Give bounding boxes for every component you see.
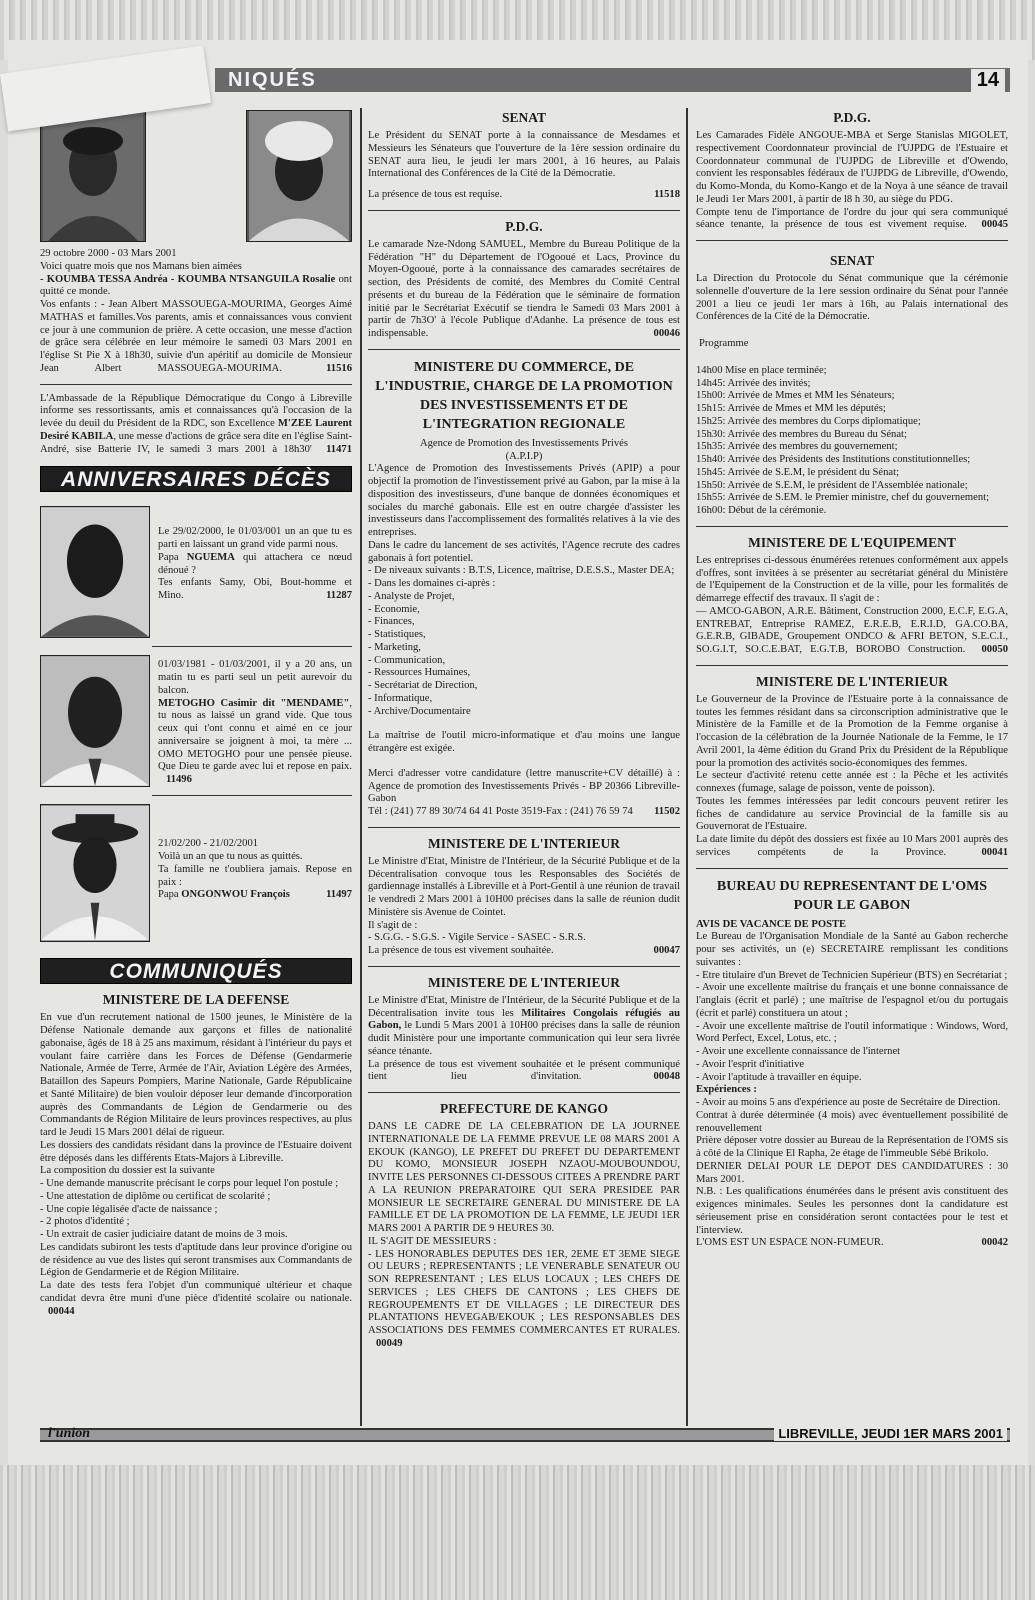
- text: Papa: [158, 551, 187, 563]
- portrait-photo: [40, 110, 146, 242]
- list-item: - Etre titulaire d'un Brevet de Technicien Supérieur (BTS) en Secrétariat ;: [696, 969, 1008, 981]
- obituary-text: ont quitté ce monde.: [40, 273, 353, 298]
- portrait-photo: [40, 506, 150, 638]
- list-item: - Archive/Documentaire: [368, 705, 471, 717]
- divider: [152, 646, 352, 647]
- notice-text: L'OMS EST UN ESPACE NON-FUMEUR.: [696, 1237, 884, 1249]
- ad-reference: 00041: [981, 846, 1008, 858]
- ref-row: [158, 889, 352, 902]
- communiques-banner: COMMUNIQUÉS: [40, 958, 352, 984]
- section-heading: MINISTERE DE L'INTERIEUR: [427, 835, 621, 851]
- subheading: (A.P.I.P): [505, 450, 543, 462]
- list-item: - Avoir une excellente maîtrise du français et une bonne connaissance de l'anglais (écrit et parlé) ; une maîtrise de l'espagnol et/ou du portugais (écrit et parlé) constituera un atout ;: [696, 982, 1008, 1019]
- deceased-names: - KOUMBA TESSA Andréa - KOUMBA NTSANGUILA Rosalie: [40, 273, 336, 285]
- list-item: - Avoir l'aptitude à travailler en équipe.: [696, 1071, 862, 1083]
- ad-reference: 00042: [981, 1237, 1008, 1249]
- ref-row: [368, 945, 680, 958]
- programme-item: 15h15: Arrivée de Mmes et MM les députés;: [696, 403, 886, 414]
- ref-row: [368, 806, 680, 819]
- obituary-names-line: [40, 274, 352, 300]
- notice-text: Voilà un an que tu nous as quittés.: [158, 851, 303, 862]
- anniversary-notice: [40, 804, 352, 942]
- deceased-name: ONGONWOU François: [181, 889, 290, 901]
- notice-text: Prière déposer votre dossier au Bureau de la Représentation de l'OMS sis à côté de la Clinique El Rapha, 2e étage de l'immeuble Sébé Brikolo.: [696, 1135, 1008, 1159]
- column-divider: [686, 108, 688, 1426]
- notice-text: - LES HONORABLES DEPUTES DES 1ER, 2EME ET 3EME SIEGE OU LEURS ; REPRESENTANTS ; LE VENERABLE SENATEUR OU SON REPRESENTANT ; LES ELUS LOCAUX ; LES CHEFS DE SERVICES ; LES CHEFS DE CANTONS ; LES CHEFS DE REGROUPEMENTS ET DE VILLAGES ; LE DIRECTEUR DES PLANTATIONS HEVEGAB/EKOUK ; LES RESPONSABLES DES ASSOCIATIONS DES FEMMES COMMERCANTES ET RURALES.: [368, 1248, 680, 1336]
- notice-text: Le secteur d'activité retenu cette année est : la Pêche et les activités connexes (fumage, salage de poisson, vente de poisson).: [696, 770, 1008, 794]
- list-item: - Un extrait de casier judiciaire datant de moins de 3 mois.: [40, 1229, 288, 1240]
- programme-item: 15h25: Arrivée des membres du Corps diplomatique;: [696, 415, 921, 427]
- list-item: - Marketing,: [368, 641, 421, 653]
- text: Le Ministre d'Etat, Ministre de l'Intérieur, de la Sécurité Publique et de la Décentralisation invite tous les: [368, 994, 680, 1019]
- programme-item: 15h45: Arrivée de S.E.M, le président du Sénat;: [696, 466, 900, 478]
- notice-text: Merci d'adresser votre candidature (lettre manuscrite+CV détaillé) à : Agence de promotion des Investissements Privés - BP 20366 Libreville-Gabon: [368, 767, 680, 805]
- list-item: - Communication,: [368, 654, 446, 666]
- section-heading: MINISTERE DU COMMERCE, DE L'INDUSTRIE, CHARGE DE LA PROMOTION DES INVESTISSEMENTS ET DE L'INTEGRATION REGIONALE: [375, 359, 673, 432]
- notice-paragraph: [158, 577, 352, 603]
- left-column: [40, 106, 352, 1318]
- section-heading: SENAT: [501, 110, 546, 125]
- list-item: - Statistiques,: [368, 629, 426, 640]
- list-item: - Une demande manuscrite précisant le corps pour lequel l'on postule ;: [40, 1178, 339, 1189]
- notice-text: Contrat à durée déterminée (4 mois) avec éventuellement possibilité de renouvellement: [696, 1109, 1008, 1134]
- notice-text: Le Bureau de l'Organisation Mondiale de la Santé au Gabon recherche pour ses activités, un (e) SECRETAIRE remplissant les conditions suivantes :: [696, 931, 1008, 968]
- anniversaires-banner: ANNIVERSAIRES DÉCÈS: [40, 466, 352, 492]
- portrait-photo: [40, 804, 150, 942]
- list-item: - Ressources Humaines,: [368, 667, 471, 679]
- divider: [152, 795, 352, 796]
- ad-reference: 00048: [653, 1071, 680, 1083]
- list-item: - Avoir l'esprit d'initiative: [696, 1058, 805, 1070]
- ad-reference: 00046: [653, 328, 680, 339]
- notice-paragraph: [368, 1249, 680, 1351]
- list-item: - Economie,: [368, 603, 420, 615]
- notice-text: [158, 698, 352, 787]
- text: qui attachera ce nœud dénoué ?: [158, 551, 352, 576]
- notice-text: Ta famille ne t'oubliera jamais. Repose en paix :: [158, 863, 352, 888]
- notice-paragraph: [40, 1280, 352, 1318]
- notice-text: La date limite du dépôt des dossiers est fixée au 10 Mars 2001 auprès des services compétents de la Province.: [696, 834, 1008, 858]
- portrait-photo: [246, 110, 352, 242]
- ad-reference: 11516: [326, 362, 352, 374]
- programme-item: 16h00: Début de la cérémonie.: [696, 505, 827, 516]
- section-heading: MINISTERE DE L'INTERIEUR: [427, 974, 621, 990]
- ad-reference: 00047: [653, 945, 680, 956]
- section-heading: MINISTERE DE LA DEFENSE: [102, 992, 290, 1008]
- programme-label: Programme: [699, 338, 749, 349]
- middle-column: [368, 106, 680, 1351]
- obituary-photos: [40, 110, 352, 248]
- deceased-name: METOGHO Casimir: [158, 697, 257, 709]
- ad-reference: 11518: [654, 189, 680, 200]
- divider: [40, 384, 352, 385]
- notice-text: [368, 995, 680, 1059]
- nickname: dit "MENDAME": [256, 697, 350, 709]
- anniversary-notice: [40, 655, 352, 787]
- page-number: 14: [971, 69, 1005, 92]
- notice-text: La présence de tous est vivement souhaitée et le présent communiqué tient lieu d'invitation.: [368, 1058, 680, 1083]
- divider: [368, 210, 680, 211]
- divider: [696, 240, 1008, 241]
- newspaper-logo: l'union: [48, 1426, 91, 1441]
- subheading: Expériences :: [696, 1084, 757, 1096]
- notice-text: Dans le cadre du lancement de ses activités, l'Agence recrute des cadres gabonais à fort potentiel.: [368, 539, 680, 564]
- deceased-name: NGUEMA: [186, 551, 235, 563]
- list-item: - Une attestation de diplôme ou certificat de scolarité ;: [40, 1190, 271, 1202]
- text: le Lundi 5 Mars 2001 à 10H00 précises dans la salle de réunion dudit Ministère pour une importante communication qui leur sera livrée séance ténante.: [368, 1020, 680, 1057]
- issue-date: LIBREVILLE, JEUDI 1ER MARS 2001: [774, 1426, 1007, 1441]
- notice-text: Le Président du SENAT porte à la connaissance de Mesdames et Messieurs les Sénateurs que l'ouverture de la 1ère session ordinaire du SENAT aura lieu, le jeudi ler mars 2001, à 16 heures, au Palais International des Conférences de la Cité de la Démocratie.: [368, 130, 680, 180]
- obituary-intro: Voici quatre mois que nos Mamans bien aimées: [40, 260, 242, 272]
- right-column: [696, 106, 1008, 1250]
- list-item: - Avoir une excellente connaissance de l'internet: [696, 1046, 901, 1057]
- notice-paragraph: [696, 207, 1008, 233]
- divider: [696, 526, 1008, 527]
- ad-reference: 00044: [48, 1305, 75, 1317]
- programme-item: 14h45: Arrivée des invités;: [696, 377, 811, 389]
- programme-item: 15h55: Arrivée de S.EM. le Premier ministre, chef du gouvernement;: [696, 492, 990, 504]
- list-item: - Dans les domaines ci-après :: [368, 578, 496, 589]
- notice-text: La composition du dossier est la suivante: [40, 1165, 215, 1177]
- list-item: - Une copie légalisée d'acte de naissance ;: [40, 1203, 218, 1215]
- notice-text: DERNIER DELAI POUR LE DEPOT DES CANDIDATURES : 30 Mars 2001.: [696, 1160, 1008, 1185]
- list-item: - Informatique,: [368, 692, 433, 704]
- notice-text: , une messe d'actions de grâce sera dite en l'église Saint-André, sise Batterie IV, le samedi 3 mars 2001 à 18h30': [40, 430, 352, 455]
- notice-text: DANS LE CADRE DE LA CELEBRATION DE LA JOURNEE INTERNATIONALE DE LA FEMME PREVUE LE 08 MARS 2001 A EKOUK (KANGO), LE PREFET DU PREFET DU DEPARTEMENT DU KOMO, MONSIEUR JOSEPH NZAOU-MOUBOUNDOU, INVITE LES PERSONNES CI-DESSOUS CITEES A PRENDRE PART A LA REUNION PREPARATOIRE QUI SERA PRESIDEE PAR MONSIEUR LE SECRETAIRE GENERAL DU MINISTERE DE LA FAMILLE ET DE LA PROMOTION DE LA FEMME, LE JEUDI 1ER MARS 2001 A PARTIR DE 9 HEURES 30.: [368, 1121, 680, 1234]
- notice-text: Le camarade Nze-Ndong SAMUEL, Membre du Bureau Politique de la Fédération "H" du Département de l'Ogooué et Lacs, Province du Moyen-Ogooué, porte à la connaissance des camarades secrétaires de section, des Présidents de comité, des Membres du Comité Central présents et du bureau de la Fédération que le séminaire de formation initié par le Secrétariat Exécutif se tiendra le Samedi 03 Mars 2001 à partir de 7h3O' à l'école Publique d'Adanhe. La présence de tous est indispensable.: [368, 238, 680, 339]
- notice-text: Les candidats subiront les tests d'aptitude dans leur province d'origine ou de résidence au vue des listes qui seront transmises aux Commandants de Légion de Gendarmerie et de Région Militaire.: [40, 1241, 352, 1279]
- notice-paragraph: [696, 606, 1008, 657]
- subheading: Agence de Promotion des Investissements Privés: [419, 437, 629, 449]
- notice-text: Les dossiers des candidats résidant dans la province de l'Estuaire doivent être déposés dans les différents Etats-Majors à Libreville.: [40, 1139, 352, 1164]
- notice-text: 01/03/1981 - 01/03/2001, il y a 20 ans, un matin tu es parti seul un petit aurevoir du balcon.: [158, 659, 352, 696]
- obituary-dates: 29 octobre 2000 - 03 Mars 2001: [40, 248, 177, 259]
- notice-text: Les Camarades Fidèle ANGOUE-MBA et Serge Stanislas MIGOLET, respectivement Coordonnateur provincial de l'UJPDG de l'Estuaire et Coordonnateur communal de l'UJPDG de Libreville et d'Owendo, convient les responsables fédéraux de l'UJPDG de Libreville, d'Owendo, du Komo-Monda, du Komo-Kango et de la Noya à une séance de travail le Jeudi 1er Mars 2001, à partir de l8 h 30, au siège du PDG.: [696, 130, 1008, 205]
- divider: [368, 1092, 680, 1093]
- scan-background-bottom: [0, 1465, 1035, 1600]
- list-item: - 2 photos d'identité ;: [40, 1216, 130, 1228]
- notice-text: Toutes les femmes intéressées par ledit concours peuvent retirer les fiches de candidature au service Provincial de la famille sis au Gouvernorat de l'Estuaire.: [696, 795, 1008, 833]
- notice-paragraph: [368, 1059, 680, 1085]
- notice-text: La présence de tous est vivement souhaitée.: [368, 945, 554, 956]
- ad-reference: 11471: [326, 443, 352, 455]
- notice-text: L'Agence de Promotion des Investissements Privés (APIP) a pour objectif la promotion de l'investissement privé au Gabon, par la mise à la disposition des investisseurs, d'une banque de données économiques et sociales du marché gabonais. Elle est en outre chargée d'assister les investisseurs dans l'accomplissement des formalités relatives à la vie des entreprises.: [368, 463, 680, 538]
- notice-text: La maîtrise de l'outil micro-informatique et d'au moins une langue étrangère est exigée.: [368, 730, 680, 754]
- ad-reference: 11497: [326, 889, 352, 901]
- notice-text: En vue d'un recrutement national de 1500 jeunes, le Ministère de la Défense Nationale demande aux garçons et filles de nationalité gabonaise, âgés de 18 à 25 ans maximum, résidant à l'intérieur du pays et voulant faire carrière dans les Forces de Défense (Gendarmerie Nationale, Armée de Terre, Armée de l'Air, Aviation Légère des Armées, Bataillon des Sapeurs Pompiers, Marine Nationale, Garde Républicaine et Santé Militaire) de bien vouloir déposer leur demande d'incorporation auprès des Commandants de Légion de Gendarmerie ou des Commandants de Région Militaire de leurs provinces respectives, au plus tard le Jeudi 15 Mars 2001 délai de rigueur.: [40, 1012, 352, 1138]
- notice-paragraph: [696, 834, 1008, 860]
- divider: [368, 349, 680, 350]
- notice-text: Le Ministre d'Etat, Ministre de l'Intérieur, de la Sécurité Publique et de la Décentralisation convoque tous les Responsables des Sociétés de gardiennage installés à Libreville et à Port-Gentil à une réunion de travail le vendredi 2 Mars 2001 à 10H00 précises dans la salle de réunion dudit Ministère sis Avenue de Cointet.: [368, 855, 680, 918]
- notice-text: - Avoir au moins 5 ans d'expérience au poste de Secrétaire de Direction.: [696, 1097, 1001, 1108]
- notice-text: Tes enfants Samy, Obi, Bout-homme et Mino.: [158, 577, 352, 601]
- notice-text: Les entreprises ci-dessous énumérées retenues conformément aux appels d'offres, sont invitées à se présenter au secrétariat général du Ministère de l'Equipement de la Construction et de la ville, pour les formalités de démarrege effectif des travaux. Il s'agit de :: [696, 554, 1008, 604]
- programme-item: 15h30: Arrivée des membres du Bureau du Sénat;: [696, 428, 907, 440]
- section-heading: MINISTERE DE L'INTERIEUR: [755, 673, 949, 689]
- programme-item: 15h00: Arrivée de Mmes et MM les Sénateurs;: [696, 390, 895, 402]
- text: Papa: [158, 889, 182, 901]
- text-bold: Militaires Congolais réfugiés au Gabon,: [368, 1007, 680, 1032]
- notice-text: L'Ambassade de la République Démocratique du Congo à Libreville informe ses ressortissants, amis et connaissances qu'à l'occasion de la levée du deuil du Président de la RDC, son Excellence: [40, 392, 352, 429]
- column-divider: [360, 108, 362, 1426]
- list-item: - De niveaux suivants : B.T.S, Licence, maîtrise, D.E.S.S., Master DEA;: [368, 565, 675, 577]
- section-header-band: [215, 68, 1010, 92]
- programme-item: 15h35: Arrivée des membres du gouvernement;: [696, 441, 898, 453]
- section-heading: P.D.G.: [833, 110, 871, 125]
- divider: [368, 966, 680, 967]
- list-item: - Avoir une excellente maîtrise de l'outil informatique : Windows, Word, Word Perfect, Excel, Lotus, etc. ;: [696, 1020, 1008, 1045]
- notice-name: M'ZEE Laurent Desiré KABILA: [40, 418, 352, 442]
- notice-text: [158, 552, 352, 578]
- notice-text: - S.G.G. - S.G.S. - Vigile Service - SASEC - S.R.S.: [368, 932, 586, 944]
- notice-text: Compte tenu de l'importance de l'ordre du jour qui sera communiqué séance tenante, la présence de tous est vivement requise.: [696, 206, 1008, 231]
- portrait-photo: [40, 655, 150, 787]
- list-item: - Secrétariat de Direction,: [368, 680, 478, 691]
- text: , tu nous as laissé un grand vide. Que tous ceux qui t'ont connu et aimé en ce jour anniversaire se joignent à moi, ta mère ... OMO METOGHO pour une pensée pieuse. Que Dieu te garde avec lui et repose en paix.: [158, 697, 352, 773]
- notice-text: Il s'agit de :: [368, 919, 418, 931]
- notice-text: 21/02/200 - 21/02/2001: [158, 838, 259, 850]
- rdc-notice: [40, 393, 352, 457]
- ad-reference: 00045: [981, 219, 1008, 231]
- notice-text: La présence de tous est requise.: [368, 189, 503, 200]
- section-heading: PREFECTURE DE KANGO: [439, 1101, 608, 1116]
- notice-text: Le Gouverneur de la Province de l'Estuaire porte à la connaissance de toutes les femmes résidant dans sa circonscription administrative que le Ministère de la Famille et de la Promotion de la Femme organise à l'occasion de la célébration de la Journée Nationale de la Femme, le 17 Avril 2001, la 4ème édition du Grand Prix du Président de la République pour la promotion des activités socio-économiques des femmes.: [696, 693, 1008, 769]
- ad-reference: 11287: [326, 590, 352, 601]
- section-heading: P.D.G.: [505, 218, 543, 234]
- subheading: AVIS DE VACANCE DE POSTE: [696, 918, 847, 930]
- notice-text: — AMCO-GABON, A.R.E. Bâtiment, Construction 2000, E.C.F, E.G.A, ENTREBAT, Entreprise RAMEZ, E.R.E.B, E.R.I.D, GA.CO.BA, G.E.R.B, GIBADE, Groupement ONDCO & AFRI BETON, S.E.C.I., SO.G.I.T, SO.C.E.BAT, E.G.T.B, BOROBO Construction.: [696, 605, 1008, 655]
- programme-item: 15h50: Arrivée de S.E.M, le président de l'Assemblée nationale;: [696, 479, 968, 491]
- notice-text: IL S'AGIT DE MESSIEURS :: [368, 1235, 497, 1247]
- ad-reference: 00050: [981, 644, 1008, 655]
- ad-reference: 11496: [166, 774, 192, 785]
- anniversary-notice: [40, 506, 352, 638]
- ref-row: [696, 1237, 1008, 1250]
- programme-item: 15h40: Arrivée des Présidents des Institutions constitutionnelles;: [696, 454, 971, 465]
- ad-reference: 11502: [654, 806, 680, 817]
- list-item: - Finances,: [368, 616, 415, 628]
- section-heading: MINISTERE DE L'EQUIPEMENT: [748, 534, 956, 550]
- ref-row: [368, 189, 680, 202]
- list-item: - Analyste de Projet,: [368, 590, 455, 602]
- contact-line: Tél : (241) 77 89 30/74 64 41 Poste 3519-Fax : (241) 76 59 74: [368, 806, 633, 817]
- section-heading: SENAT: [829, 253, 874, 268]
- notice-text: La date des tests fera l'objet d'un communiqué ultérieur et chaque candidat devra être muni d'une pièce d'identité scolaire ou nationale.: [40, 1280, 352, 1304]
- notice-text: Le 29/02/2000, le 01/03/001 un an que tu es parti en laissant un grand vide parmi nous.: [158, 526, 352, 550]
- divider: [696, 868, 1008, 869]
- ad-reference: 00049: [376, 1337, 403, 1349]
- programme-item: 14h00 Mise en place terminée;: [696, 364, 827, 376]
- notice-text: La Direction du Protocole du Sénat communique que la cérémonie solennelle d'ouverture de la 1ere session ordinaire du Sénat pour l'année 2001 a lieu ce jeudi 1er mars à 16h, au Palais international des Conférences de la Cité de la Démocratie.: [696, 273, 1008, 323]
- obituary-body: Vos enfants : - Jean Albert MASSOUEGA-MOURIMA, Georges Aimé MATHAS et familles.Vos parents, amis et connaissances vous convient ce jour à une communion de prière. A cette occasion, une messe d'action de grâce sera célébrée en leur mémoire le samedi 03 Mars 2001 en l'église St Pie X à 18h30, suivie d'un apéritif au domicile de Monsieur Jean Albert MASSOUEGA-MOURIMA.: [40, 299, 352, 374]
- notice-text: N.B. : Les qualifications énumérées dans le présent avis constituent des exigences minimales. Seules les personnes dont la candidature est sérieusement prise en considération seront contactées pour le test et l'interview.: [696, 1186, 1008, 1236]
- section-title: NIQUÉS: [228, 69, 317, 91]
- notice-paragraph: [368, 239, 680, 341]
- section-heading: BUREAU DU REPRESENTANT DE L'OMS POUR LE GABON: [716, 878, 988, 913]
- divider: [368, 827, 680, 828]
- obituary-paragraph: [40, 299, 352, 376]
- divider: [696, 665, 1008, 666]
